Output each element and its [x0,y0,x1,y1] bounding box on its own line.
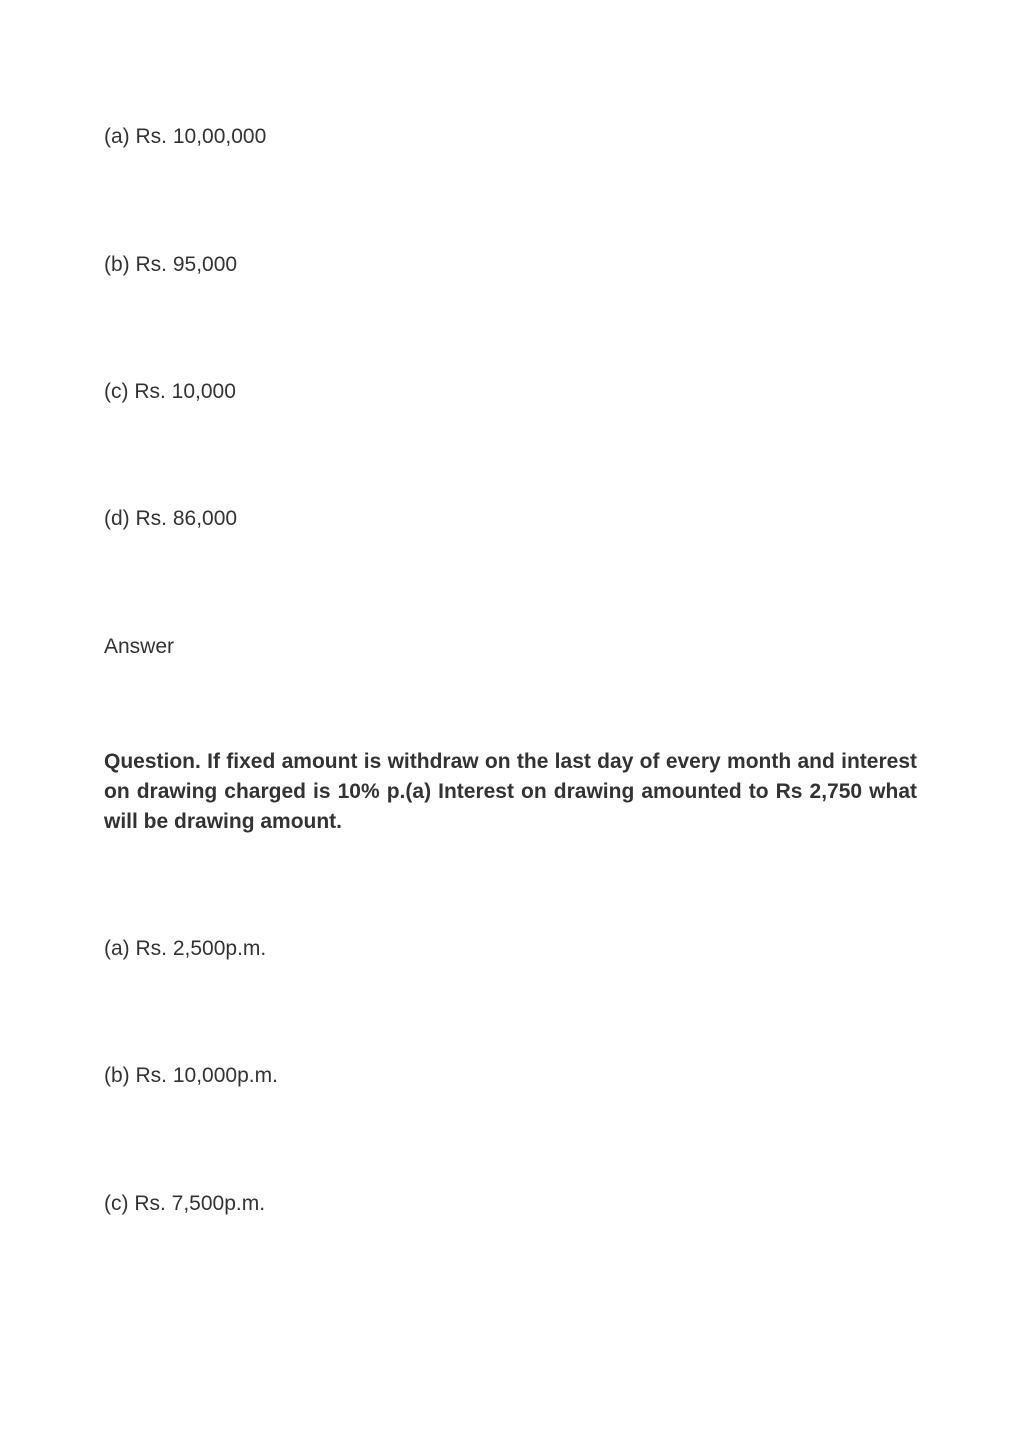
option-a: (a) Rs. 2,500p.m. [104,937,267,960]
answer-label: Answer [104,635,175,658]
option-b: (b) Rs. 10,000p.m. [104,1064,278,1087]
option-a: (a) Rs. 10,00,000 [104,125,267,148]
option-c: (c) Rs. 10,000 [104,380,236,403]
question-text: Question. If fixed amount is withdraw on the last day of every month and interest on drawing charged is 10% p.(a) Interest on drawing amounted to Rs 2,750 what will be drawing amount. [104,750,917,833]
option-c: (c) Rs. 7,500p.m. [104,1192,266,1215]
option-b: (b) Rs. 95,000 [104,253,238,276]
option-d: (d) Rs. 86,000 [104,507,238,530]
